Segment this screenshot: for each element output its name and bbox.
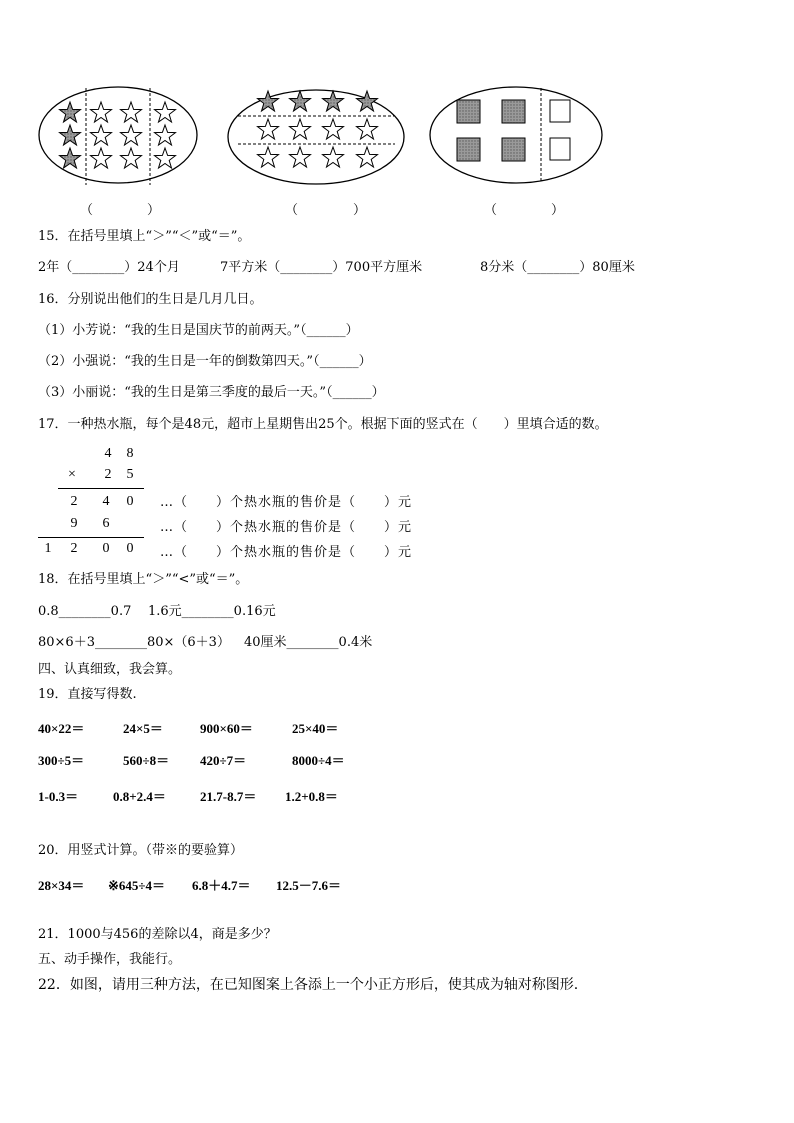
q17-title: 17．一种热水瓶，每个是48元，超市上星期售出25个。根据下面的竖式在（ ）里填合适的数。 xyxy=(38,417,608,432)
q16-title: 16．分别说出他们的生日是几月几日。 xyxy=(38,292,263,307)
q15-item-3: 8分米（________）80厘米 xyxy=(480,260,635,275)
figure-3-paren-right: ） xyxy=(551,203,565,218)
m-row3-d1: 2 xyxy=(70,494,78,509)
m-rule-1 xyxy=(58,488,144,489)
q19-r1-c1: 40×22＝ xyxy=(38,721,85,736)
q17-note-2: …（ ）个热水瓶的售价是（ ）元 xyxy=(160,520,413,535)
q19-title: 19．直接写得数. xyxy=(38,687,137,702)
q19-r3-c2: 0.8+2.4＝ xyxy=(113,789,166,804)
q15-item-2: 7平方米（________）700平方厘米 xyxy=(220,260,423,275)
q20-title: 20．用竖式计算。（带※的要验算） xyxy=(38,843,244,858)
q19-r1-c4: 25×40＝ xyxy=(292,721,339,736)
oval-2-stars xyxy=(228,90,404,184)
q19-r3-c3: 21.7-8.7＝ xyxy=(200,789,257,804)
figure-1-paren-right: ） xyxy=(147,203,161,218)
q17-note-1: …（ ）个热水瓶的售价是（ ）元 xyxy=(160,495,413,510)
figure-3-paren-left: （ xyxy=(484,203,498,218)
figure-2-paren-left: （ xyxy=(285,203,299,218)
q19-r2-c2: 560÷8＝ xyxy=(123,753,170,768)
q15-title: 15．在括号里填上“＞”“＜”或“＝”。 xyxy=(38,229,251,244)
q20-item-3: 6.8＋4.7＝ xyxy=(192,878,251,893)
m-row2-d1: 2 xyxy=(104,467,112,482)
m-row2-d2: 5 xyxy=(126,467,134,482)
q19-r3-c1: 1-0.3＝ xyxy=(38,789,79,804)
m-row3-d3: 0 xyxy=(126,494,134,509)
q18-item-4: 40厘米________0.4米 xyxy=(244,635,373,650)
m-row5-d4: 0 xyxy=(126,541,134,556)
q22-text: 22．如图，请用三种方法，在已知图案上各添上一个小正方形后，使其成为轴对称图形. xyxy=(38,977,579,993)
q18-item-2: 1.6元________0.16元 xyxy=(148,604,276,619)
q15-item-1: 2年（________）24个月 xyxy=(38,260,180,275)
q19-r3-c4: 1.2+0.8＝ xyxy=(285,789,338,804)
oval-figures xyxy=(0,80,794,200)
q20-item-2: ※645÷4＝ xyxy=(108,878,166,893)
q21-text: 21．1000与456的差除以4，商是多少？ xyxy=(38,927,277,942)
m-row5-d3: 0 xyxy=(102,541,110,556)
m-row3-d2: 4 xyxy=(102,494,110,509)
q16-item-2: （2）小强说：“我的生日是一年的倒数第四天。”（______） xyxy=(38,354,372,369)
figure-2-paren-right: ） xyxy=(353,203,367,218)
m-row4-d2: 6 xyxy=(102,516,110,531)
q19-r2-c4: 8000÷4＝ xyxy=(292,753,345,768)
q17-note-3: …（ ）个热水瓶的售价是（ ）元 xyxy=(160,545,413,560)
m-row1-d2: 8 xyxy=(126,446,134,461)
section-4-heading: 四、认真细致，我会算。 xyxy=(38,662,182,677)
q19-r1-c3: 900×60＝ xyxy=(200,721,253,736)
q20-item-1: 28×34＝ xyxy=(38,878,85,893)
q19-r2-c1: 300÷5＝ xyxy=(38,753,85,768)
oval-1-stars xyxy=(39,87,197,185)
m-row2-times: × xyxy=(68,467,76,482)
q16-item-3: （3）小丽说：“我的生日是第三季度的最后一天。”（______） xyxy=(38,385,385,400)
q18-item-3: 80×6＋3________80×（6＋3） xyxy=(38,635,230,650)
section-5-heading: 五、动手操作，我能行。 xyxy=(38,952,182,967)
m-row1-d1: 4 xyxy=(104,446,112,461)
q16-item-1: （1）小芳说：“我的生日是国庆节的前两天。”（______） xyxy=(38,323,359,338)
m-row5-d2: 2 xyxy=(70,541,78,556)
q19-r2-c3: 420÷7＝ xyxy=(200,753,247,768)
q18-title: 18．在括号里填上“＞”“<”或“＝”。 xyxy=(38,572,249,587)
q19-r1-c2: 24×5＝ xyxy=(123,721,163,736)
m-row4-d1: 9 xyxy=(70,516,78,531)
q18-item-1: 0.8________0.7 xyxy=(38,604,132,619)
m-rule-2 xyxy=(38,537,144,538)
figure-1-paren-left: （ xyxy=(80,203,94,218)
oval-3-squares xyxy=(430,87,602,183)
m-row5-d1: 1 xyxy=(44,541,52,556)
q20-item-4: 12.5－7.6＝ xyxy=(276,878,342,893)
